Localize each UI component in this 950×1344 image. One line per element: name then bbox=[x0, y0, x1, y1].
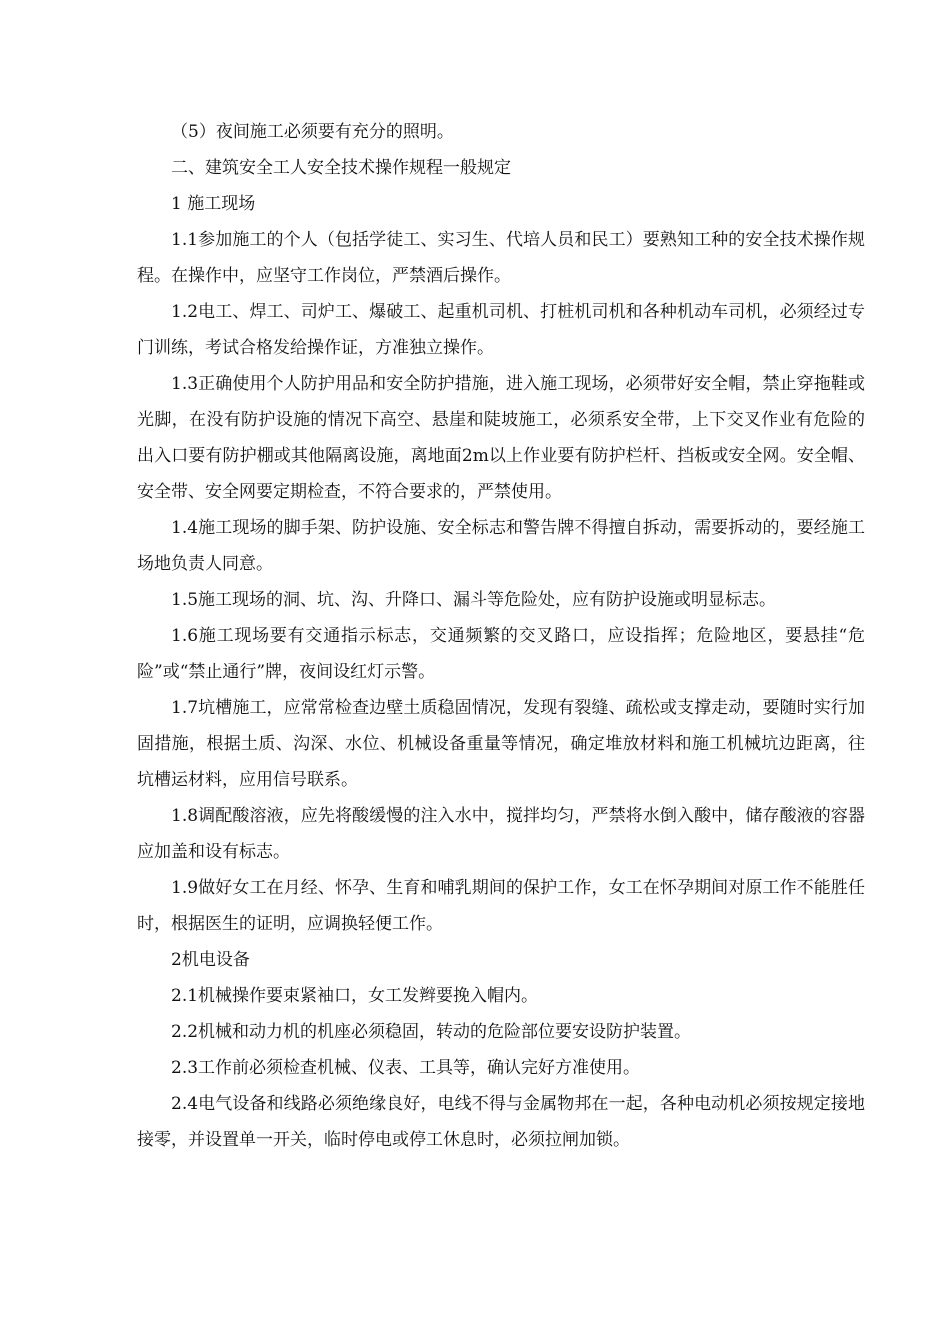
rule-1-8: 1.8调配酸溶液，应先将酸缓慢的注入水中，搅拌均匀，严禁将水倒入酸中，储存酸液的容器应加盖和设有标志。 bbox=[137, 806, 865, 862]
rule-2-2: 2.2机械和动力机的机座必须稳固，转动的危险部位要安设防护装置。 bbox=[171, 1022, 692, 1042]
night-lighting-item: （5）夜间施工必须要有充分的照明。 bbox=[171, 122, 454, 142]
rule-1-1: 1.1参加施工的个人（包括学徒工、实习生、代培人员和民工）要熟知工种的安全技术操作规程。在操作中，应坚守工作岗位，严禁酒后操作。 bbox=[137, 230, 865, 286]
document-body bbox=[137, 114, 865, 1158]
rule-2-3: 2.3工作前必须检查机械、仪表、工具等，确认完好方准使用。 bbox=[171, 1058, 641, 1078]
rule-2-4: 2.4电气设备和线路必须绝缘良好，电线不得与金属物邦在一起，各种电动机必须按规定接地接零，并设置单一开关，临时停电或停工休息时，必须拉闸加锁。 bbox=[137, 1094, 865, 1150]
subsection-heading-equipment: 2机电设备 bbox=[171, 950, 250, 970]
rule-1-4: 1.4施工现场的脚手架、防护设施、安全标志和警告牌不得擅自拆动，需要拆动的，要经施工场地负责人同意。 bbox=[137, 518, 865, 574]
section-heading-general-rules: 二、建筑安全工人安全技术操作规程一般规定 bbox=[171, 158, 511, 178]
rule-1-9: 1.9做好女工在月经、怀孕、生育和哺乳期间的保护工作，女工在怀孕期间对原工作不能胜任时，根据医生的证明，应调换轻便工作。 bbox=[137, 878, 865, 934]
rule-1-2: 1.2电工、焊工、司炉工、爆破工、起重机司机、打桩机司机和各种机动车司机，必须经过专门训练，考试合格发给操作证，方准独立操作。 bbox=[137, 302, 865, 358]
rule-2-1: 2.1机械操作要束紧袖口，女工发辫要挽入帽内。 bbox=[171, 986, 539, 1006]
rule-1-6: 1.6施工现场要有交通指示标志，交通频繁的交叉路口，应设指挥；危险地区，要悬挂“危险”或“禁止通行”牌，夜间设红灯示警。 bbox=[137, 626, 865, 682]
rule-1-7: 1.7坑槽施工，应常常检查边壁土质稳固情况，发现有裂缝、疏松或支撑走动，要随时实行加固措施，根据土质、沟深、水位、机械设备重量等情况，确定堆放材料和施工机械坑边距离，往坑槽运材料，应用信号联系。 bbox=[137, 698, 865, 790]
rule-1-5: 1.5施工现场的洞、坑、沟、升降口、漏斗等危险处，应有防护设施或明显标志。 bbox=[171, 590, 777, 610]
subsection-heading-site: 1 施工现场 bbox=[171, 194, 256, 214]
rule-1-3: 1.3正确使用个人防护用品和安全防护措施，进入施工现场，必须带好安全帽，禁止穿拖鞋或光脚，在没有防护设施的情况下高空、悬崖和陡坡施工，必须系安全带，上下交叉作业有危险的出入口要有防护棚或其他隔离设施，离地面2m以上作业要有防护栏杆、挡板或安全网。安全帽、安全带、安全网要定期检查，不符合要求的，严禁使用。 bbox=[137, 374, 865, 502]
